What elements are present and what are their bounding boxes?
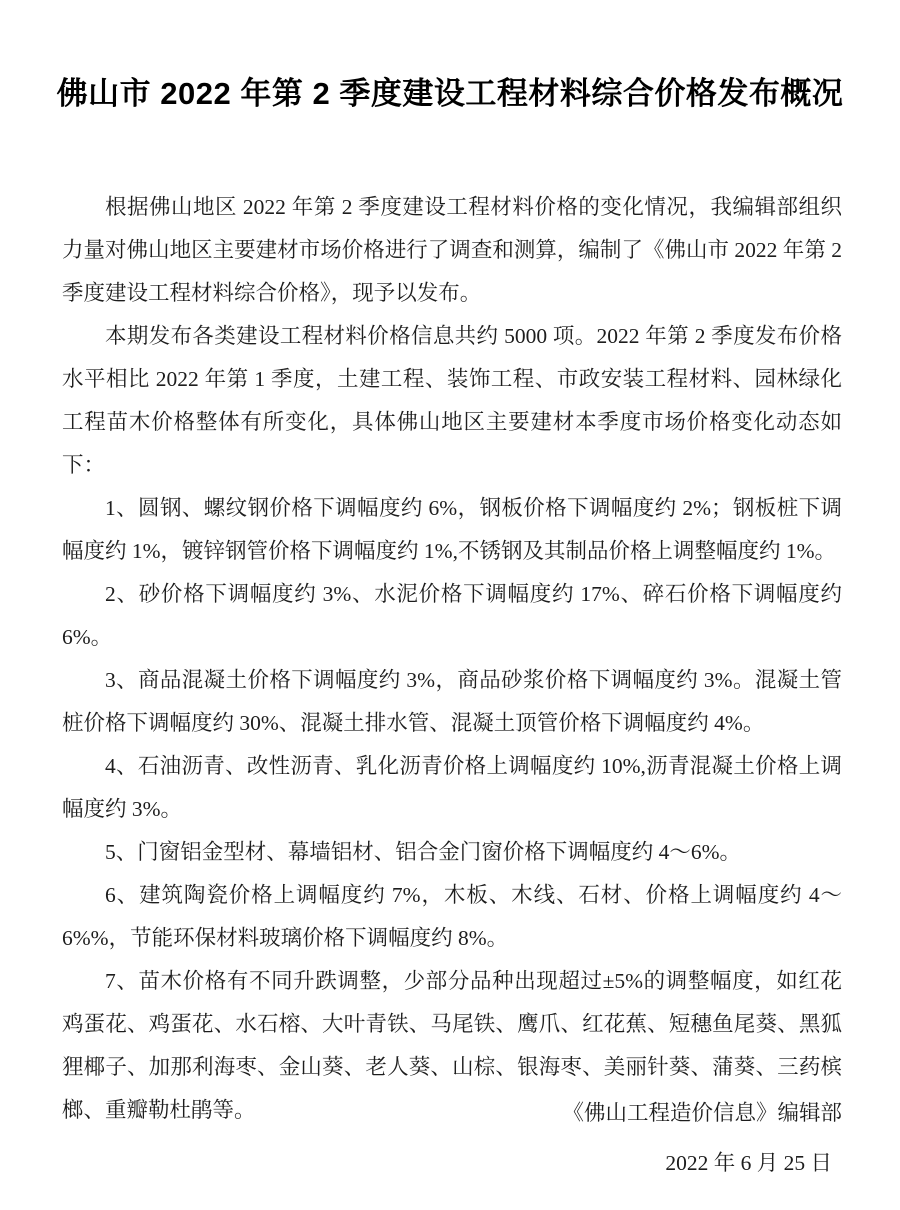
price-item-4: 4、石油沥青、改性沥青、乳化沥青价格上调幅度约 10%,沥青混凝土价格上调幅度约 3%。 — [62, 754, 842, 821]
price-item-1: 1、圆钢、螺纹钢价格下调幅度约 6%，钢板价格下调幅度约 2%；钢板桩下调幅度约 1%，镀锌钢管价格下调幅度约 1%,不锈钢及其制品价格上调整幅度约 1%。 — [62, 496, 842, 563]
price-item-5: 5、门窗铝金型材、幕墙铝材、铝合金门窗价格下调幅度约 4～6%。 — [105, 840, 742, 864]
price-item-3: 3、商品混凝土价格下调幅度约 3%，商品砂浆价格下调幅度约 3%。混凝土管桩价格下调幅度约 30%、混凝土排水管、混凝土顶管价格下调幅度约 4%。 — [62, 668, 842, 735]
date-line: 2022 年 6 月 25 日 — [665, 1151, 832, 1175]
price-item-7: 7、苗木价格有不同升跌调整，少部分品种出现超过±5%的调整幅度，如红花鸡蛋花、鸡蛋花、水石榕、大叶青铁、马尾铁、鹰爪、红花蕉、短穗鱼尾葵、黑狐狸椰子、加那利海枣、金山葵、老人葵、山棕、银海枣、美丽针葵、蒲葵、三药槟榔、重瓣勒杜鹃等。 — [62, 969, 842, 1122]
price-item-2: 2、砂价格下调幅度约 3%、水泥价格下调幅度约 17%、碎石价格下调幅度约 6%。 — [62, 582, 842, 649]
document-body — [62, 186, 842, 1132]
document-footer — [562, 1088, 842, 1188]
paragraph-summary: 本期发布各类建设工程材料价格信息共约 5000 项。2022 年第 2 季度发布价格水平相比 2022 年第 1 季度，土建工程、装饰工程、市政安装工程材料、园林绿化工程苗木价格整体有所变化，具体佛山地区主要建材本季度市场价格变化动态如下： — [62, 324, 842, 477]
document-title: 佛山市 2022 年第 2 季度建设工程材料综合价格发布概况 — [56, 76, 844, 111]
paragraph-intro: 根据佛山地区 2022 年第 2 季度建设工程材料价格的变化情况，我编辑部组织力量对佛山地区主要建材市场价格进行了调查和测算，编制了《佛山市 2022 年第 2 季度建设工程材料综合价格》，现予以发布。 — [62, 195, 842, 305]
price-item-6: 6、建筑陶瓷价格上调幅度约 7%，木板、木线、石材、价格上调幅度约 4～6%%，节能环保材料玻璃价格下调幅度约 8%。 — [62, 883, 842, 950]
signature-line: 《佛山工程造价信息》编辑部 — [562, 1101, 842, 1125]
